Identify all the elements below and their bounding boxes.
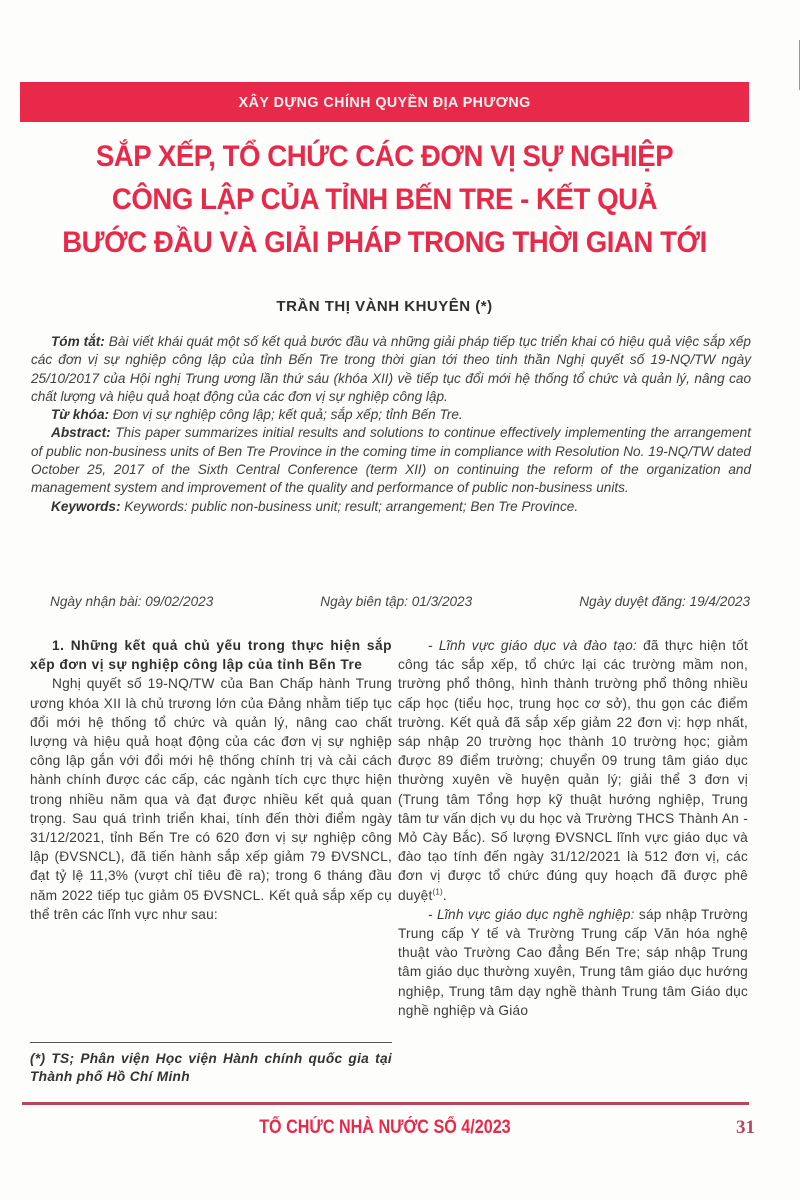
date-edited: Ngày biên tập: 01/3/2023 <box>320 594 473 609</box>
footer-divider <box>22 1102 749 1105</box>
page-number: 31 <box>736 1117 755 1138</box>
summary-vi-text: Bài viết khái quát một số kết quả bước đầu và những giải pháp tiếp tục triển khai có hiệu quả việc sắp xếp các đơn vị sự nghiệp công lập của tỉnh Bến Tre trong thời gian tới theo tinh thần Nghị quyết số 19-NQ/TW ngày 25/10/2017 của Hội nghị Trung ương lần thứ sáu (khóa XII) về tiếp tục đổi mới hệ thống tổ chức và quản lý, nâng cao chất lượng và hiệu quả hoạt động của các đơn vị sự nghiệp công lập. <box>31 334 751 404</box>
keywords-en-text: Keywords: public non-business unit; result; arrangement; Ben Tre Province. <box>120 498 579 514</box>
body-paragraph <box>398 636 748 905</box>
summary-en-label: Abstract: <box>51 425 111 441</box>
keywords-en-label: Keywords: <box>51 498 121 514</box>
section-banner-label: XÂY DỰNG CHÍNH QUYỀN ĐỊA PHƯƠNG <box>238 93 531 111</box>
paragraph-lead: - Lĩnh vực giáo dục và đào tạo: <box>428 638 637 653</box>
paragraph-text: sáp nhập Trường Trung cấp Y tế và Trường Trung cấp Văn hóa nghệ thuật vào Trường Cao đẳng Bến Tre; sáp nhập Trung tâm giáo dục thường xuyên, Trung tâm giáo dục hướng nghiệp, Trung tâm dạy nghề thành Trung tâm Giáo dục nghề nghiệp và Giáo <box>398 906 748 1018</box>
date-approved: Ngày duyệt đăng: 19/4/2023 <box>579 594 750 609</box>
date-received: Ngày nhận bài: 09/02/2023 <box>50 594 214 609</box>
section-heading: 1. Những kết quả chủ yếu trong thực hiện sắp xếp đơn vị sự nghiệp công lập của tỉnh Bến Tre <box>30 638 392 673</box>
article-title-line: CÔNG LẬP CỦA TỈNH BẾN TRE - KẾT QUẢ <box>111 183 658 216</box>
author-footnote: (*) TS; Phân viện Học viện Hành chính quốc gia tại Thành phố Hồ Chí Minh <box>30 1051 392 1084</box>
paragraph-end: . <box>442 887 447 903</box>
abstract-block <box>31 333 751 516</box>
body-column-right <box>398 636 748 1020</box>
summary-vi <box>31 333 751 406</box>
journal-footer <box>150 1117 620 1139</box>
summary-en <box>31 424 751 497</box>
article-dates <box>50 594 750 609</box>
article-title-line: BƯỚC ĐẦU VÀ GIẢI PHÁP TRONG THỜI GIAN TỚI <box>62 226 707 259</box>
section-banner <box>20 82 749 122</box>
footnote-ref[interactable]: (1) <box>432 887 443 897</box>
summary-en-text: This paper summarizes initial results and solutions to continue effectively implementing the arrangement of public non-business units of Ben Tre Province in the coming time in compliance with Resolution No. 19-NQ/TW dated October 25, 2017 of the Sixth Central Conference (term XII) on continuing the reform of the organization and management system and improvement of the quality and performance of public non-business units. <box>31 425 751 496</box>
paragraph-lead: - Lĩnh vực giáo dục nghề nghiệp: <box>428 906 635 922</box>
keywords-vi <box>31 406 751 424</box>
article-title <box>20 135 749 264</box>
footnote-divider <box>30 1042 392 1043</box>
paragraph-text: đã thực hiện tốt công tác sắp xếp, tổ chức lại các trường mầm non, trường phổ thông, hình thành trường phổ thông nhiều cấp học (tiểu học, trung học cơ sở), thu gọn các điểm trường. Kết quả đã sắp xếp giảm 22 đơn vị: hợp nhất, sáp nhập 20 trường học thành 10 trường học; giảm được 89 điểm trường; chuyển 09 trung tâm giáo dục thường xuyên về huyện quản lý; giải thể 3 đơn vị (Trung tâm Tổng hợp kỹ thuật hướng nghiệp, Trung tâm tư vấn dịch vụ du học và Trường THCS Thành An - Mỏ Cày Bắc). Số lượng ĐVSNCL lĩnh vực giáo dục và đào tạo tính đến ngày 31/12/2021 là 512 đơn vị, các đơn vị được tổ chức đúng quy hoạch đã được phê duyệt <box>398 638 748 903</box>
body-column-left <box>30 636 392 924</box>
author-name: TRẦN THỊ VÀNH KHUYÊN (*) <box>276 298 493 315</box>
body-paragraph <box>398 905 748 1020</box>
keywords-en <box>31 498 751 516</box>
body-paragraph: Nghị quyết số 19-NQ/TW của Ban Chấp hành Trung ương khóa XII là chủ trương lớn của Đảng nhằm tiếp tục đổi mới hệ thống tổ chức và quản lý, nâng cao chất lượng và hiệu quả hoạt động của các đơn vị sự nghiệp công lập gắn với đổi mới hệ thống chính trị và cải cách hành chính được các cấp, các ngành tích cực thực hiện trong nhiều năm qua và đạt được nhiều kết quả quan trọng. Sau quá trình triển khai, tính đến thời điểm ngày 31/12/2021, tỉnh Bến Tre có 620 đơn vị sự nghiệp công lập (ĐVSNCL), đã tiến hành sắp xếp giảm 79 ĐVSNCL, đạt tỷ lệ 11,3% (vượt chỉ tiêu đề ra); trong 6 tháng đầu năm 2022 tiếp tục giảm 05 ĐVSNCL. Kết quả sắp xếp cụ thể trên các lĩnh vực như sau: <box>30 676 392 922</box>
summary-vi-label: Tóm tắt: <box>51 334 105 349</box>
article-title-line: SẮP XẾP, TỔ CHỨC CÁC ĐƠN VỊ SỰ NGHIỆP <box>95 140 674 173</box>
keywords-vi-label: Từ khóa: <box>51 407 110 423</box>
keywords-vi-text: Đơn vị sự nghiệp công lập; kết quả; sắp xếp; tỉnh Bến Tre. <box>109 407 463 423</box>
journal-name: TỔ CHỨC NHÀ NƯỚC SỐ 4/2023 <box>259 1117 511 1138</box>
page-edge-line <box>799 40 800 90</box>
